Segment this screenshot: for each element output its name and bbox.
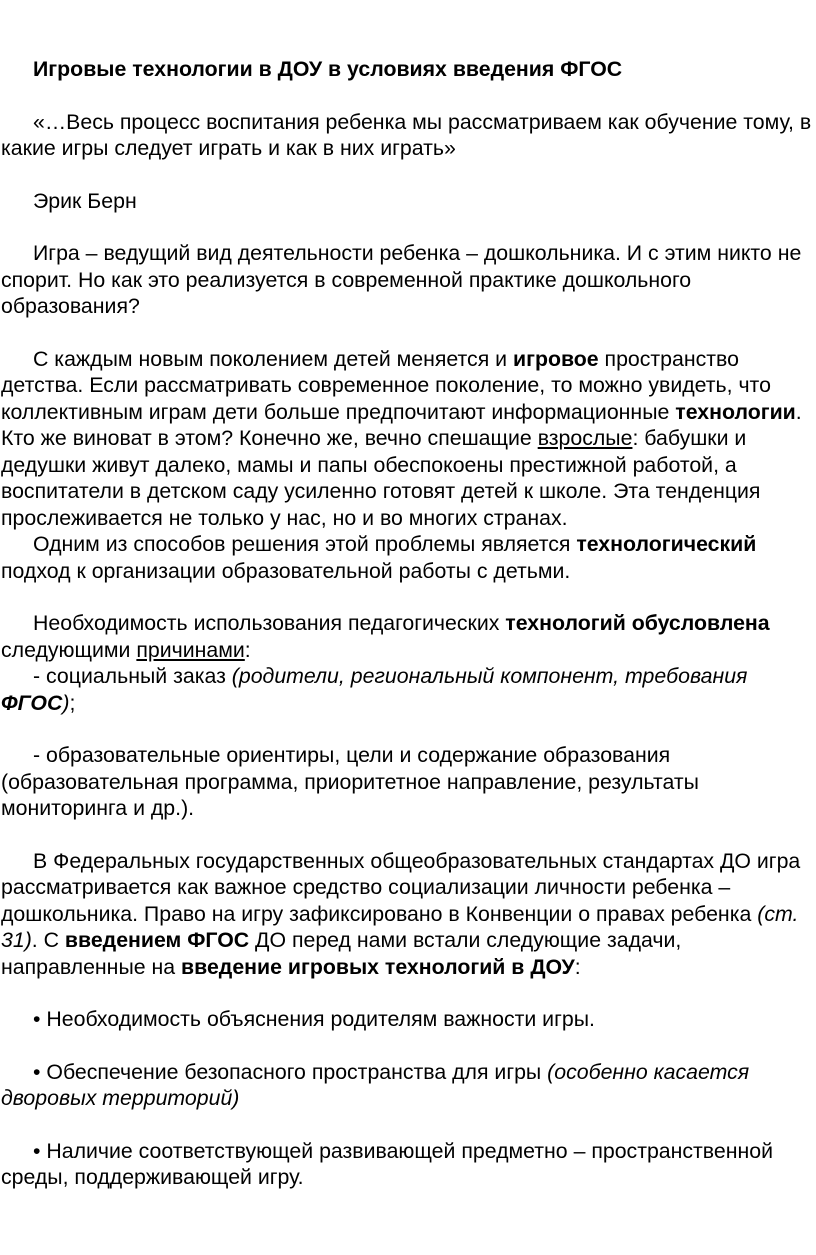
text-fragment: Одним из способов решения этой проблемы является: [33, 532, 577, 556]
paragraph-generations: [1, 346, 814, 532]
text-fragment: . С: [31, 928, 65, 952]
text-fragment: С каждым новым поколением детей меняется и: [33, 346, 513, 371]
text-fragment: В Федеральных государственных общеобразовательных стандартах ДО игра рассматривается как важное средство социализации личности ребенка – дошкольника. Право на игру зафиксировано в Конвенции о правах ребенка: [1, 848, 801, 926]
document-title: Игровые технологии в ДОУ в условиях введения ФГОС: [33, 57, 623, 81]
reason-social-order: [1, 663, 814, 716]
bold-fragment: введением ФГОС: [64, 928, 250, 952]
italic-fragment: ): [62, 690, 70, 715]
paragraph-technological-approach: [1, 531, 814, 584]
text-fragment: пространство детства. Если рассматривать современное поколение, то можно увидеть, что коллективным играм дети больше предпочитают информационные: [1, 346, 771, 424]
paragraph-game-role: Игра – ведущий вид деятельности ребенка – дошкольника. И с этим никто не спорит. Но как это реализуется в современной практике дошкольного образования?: [1, 241, 802, 318]
text-fragment: :: [574, 954, 581, 979]
text-fragment: . Кто же виноват в этом? Конечно же, вечно спешащие: [1, 399, 802, 450]
reason-educational-goals: - образовательные ориентиры, цели и содержание образования (образовательная программа, приоритетное направление, результаты мониторинга и др.).: [1, 743, 699, 820]
text-fragment: подход к организации образовательной работы с детьми.: [1, 558, 571, 583]
bold-fragment: технологий обусловлена: [505, 611, 770, 635]
task-explain-parents: • Необходимость объяснения родителям важности игры.: [33, 1007, 595, 1031]
text-fragment: ;: [69, 690, 76, 715]
bold-fragment: технологический: [576, 532, 757, 556]
bold-fragment: введение игровых технологий в ДОУ: [181, 954, 575, 979]
epigraph-quote: «…Весь процесс воспитания ребенка мы рассматриваем как обучение тому, в какие игры следует играть и как в них играть»: [1, 109, 812, 160]
text-fragment: : бабушки и дедушки живут далеко, мамы и папы обеспокоены престижной работой, а воспитатели в детском саду усиленно готовят детей к школе. Эта тенденция прослеживается не только у нас, но и во многих странах.: [1, 426, 761, 530]
document-body: [0, 56, 816, 1191]
bold-italic-fragment: ФГОС: [1, 690, 63, 715]
italic-fragment: (ст. 31): [1, 901, 799, 952]
underlined-fragment: причинами: [136, 637, 245, 662]
italic-fragment: (родители, региональный компонент, требования: [231, 664, 748, 688]
text-fragment: • Обеспечение безопасного пространства для игры: [33, 1059, 548, 1084]
underlined-fragment: взрослые: [537, 426, 633, 450]
task-developing-environment: • Наличие соответствующей развивающей предметно – пространственной среды, поддерживающей игру.: [1, 1138, 773, 1189]
bold-fragment: технологии: [675, 399, 796, 424]
paragraph-necessity: [1, 610, 814, 663]
text-fragment: ДО перед нами встали следующие задачи, направленные на: [1, 928, 682, 979]
italic-fragment: (особенно касается дворовых территорий): [1, 1059, 750, 1110]
text-fragment: - социальный заказ: [33, 664, 232, 688]
epigraph-author: Эрик Берн: [33, 188, 137, 213]
text-fragment: Необходимость использования педагогических: [33, 611, 506, 635]
text-fragment: следующими: [1, 637, 137, 662]
paragraph-federal-standards: [1, 848, 814, 981]
text-fragment: :: [244, 637, 251, 662]
task-safe-space: [1, 1059, 814, 1112]
bold-fragment: игровое: [512, 346, 599, 371]
